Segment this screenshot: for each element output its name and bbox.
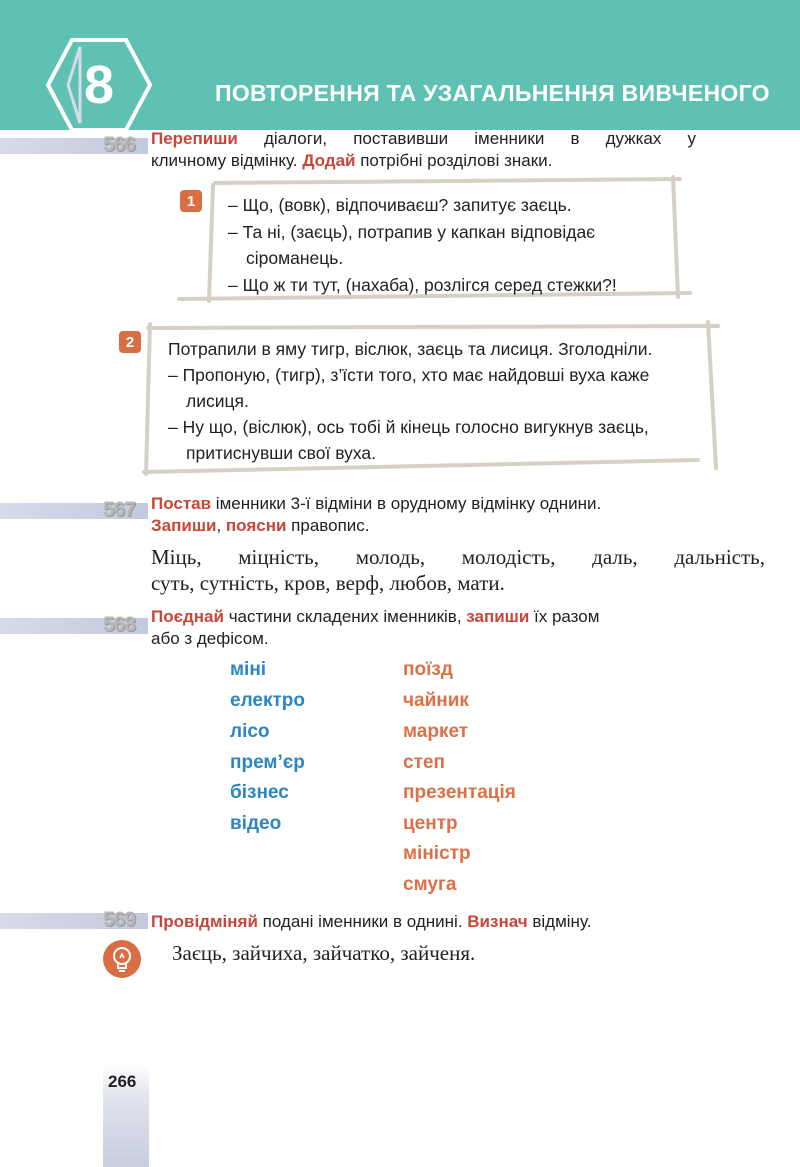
exercise-number-566: 566 (103, 133, 136, 156)
words-line: Міць, міцність, молодь, молодість, даль, дальність, (151, 545, 765, 569)
keyword-write: Запиши (151, 516, 217, 535)
chapter-number: 8 (83, 55, 115, 115)
word-part-right: степ (403, 752, 445, 773)
keyword-write: запиши (466, 607, 530, 626)
keyword-explain: поясни (225, 516, 287, 535)
dialog1-line: – Що, (вовк), відпочиваєш? запитує заєць. (228, 195, 572, 215)
dialog2-line: – Ну що, (віслюк), ось тобі й кінець голосно вигукнув заєць, (168, 417, 649, 437)
task-text: або з дефісом. (151, 629, 269, 648)
keyword-decline: Провідміняй (151, 912, 258, 931)
word-part-right: смуга (403, 874, 457, 895)
dialog1-line: – Що ж ти тут, (нахаба), розлігся серед стежки?! (228, 275, 617, 295)
word-part-left: електро (230, 690, 305, 711)
word-part-right: чайник (403, 690, 469, 711)
word-part-right: міністр (403, 843, 471, 864)
exercise-569-task (151, 911, 711, 933)
task-text: діалоги, поставивши іменники в дужках у (237, 129, 696, 148)
exercise-number-567: 567 (103, 498, 136, 521)
task-text: частини складених іменників, (223, 607, 467, 626)
dialog2-line: притиснувши свої вуха. (186, 443, 377, 463)
word-part-right: поїзд (403, 659, 453, 680)
dialog1-line: – Та ні, (заєць), потрапив у капкан відповідає (228, 222, 596, 242)
page-number: 266 (108, 1072, 137, 1091)
words-line: суть, сутність, кров, верф, любов, мати. (151, 571, 505, 595)
task-text: іменники 3-ї відміни в орудному відмінку однини. (211, 494, 602, 513)
word-part-left: бізнес (230, 782, 289, 803)
word-part-right: презентація (403, 782, 516, 803)
word-part-left: прем’єр (230, 752, 305, 773)
keyword-rewrite: Перепиши (151, 129, 238, 148)
task-text: , (216, 516, 226, 535)
keyword-combine: Поєднай (151, 607, 224, 626)
task-text: подані іменники в однині. (257, 912, 468, 931)
word-part-right: маркет (403, 721, 469, 742)
exercise-number-568: 568 (103, 613, 136, 636)
exercise-567-task (151, 493, 711, 537)
exercise-number-569: 569 (103, 908, 136, 931)
task-text: відміну. (527, 912, 592, 931)
keyword-determine: Визнач (467, 912, 528, 931)
chapter-hexagon (46, 38, 152, 132)
task-text: потрібні розділові знаки. (355, 151, 553, 170)
dialog2-line: лисиця. (186, 391, 249, 411)
word-part-right: центр (403, 813, 458, 834)
exercise-568-task (151, 606, 711, 650)
lightbulb-icon (103, 940, 141, 978)
dialog-badge-2: 2 (119, 331, 141, 353)
task-text: правопис. (286, 516, 370, 535)
keyword-add: Додай (302, 151, 356, 170)
keyword-put: Постав (151, 494, 212, 513)
words-line: Заєць, зайчиха, зайчатко, зайченя. (172, 941, 476, 965)
exercise-566-task (151, 128, 696, 172)
task-text: кличному відмінку. (151, 151, 303, 170)
dialog-badge-1: 1 (180, 190, 202, 212)
word-part-left: відео (230, 813, 282, 834)
dialog1-line: сіроманець. (246, 248, 344, 268)
task-text: їх разом (529, 607, 600, 626)
dialog2-line: – Пропоную, (тигр), з’їсти того, хто має найдовші вуха каже (168, 365, 650, 385)
word-part-left: лісо (230, 721, 270, 742)
chapter-title: ПОВТОРЕННЯ ТА УЗАГАЛЬНЕННЯ ВИВЧЕНОГО (215, 80, 770, 106)
dialog2-line: Потрапили в яму тигр, віслюк, заєць та лисиця. Зголодніли. (168, 339, 653, 359)
word-part-left: міні (230, 659, 267, 680)
